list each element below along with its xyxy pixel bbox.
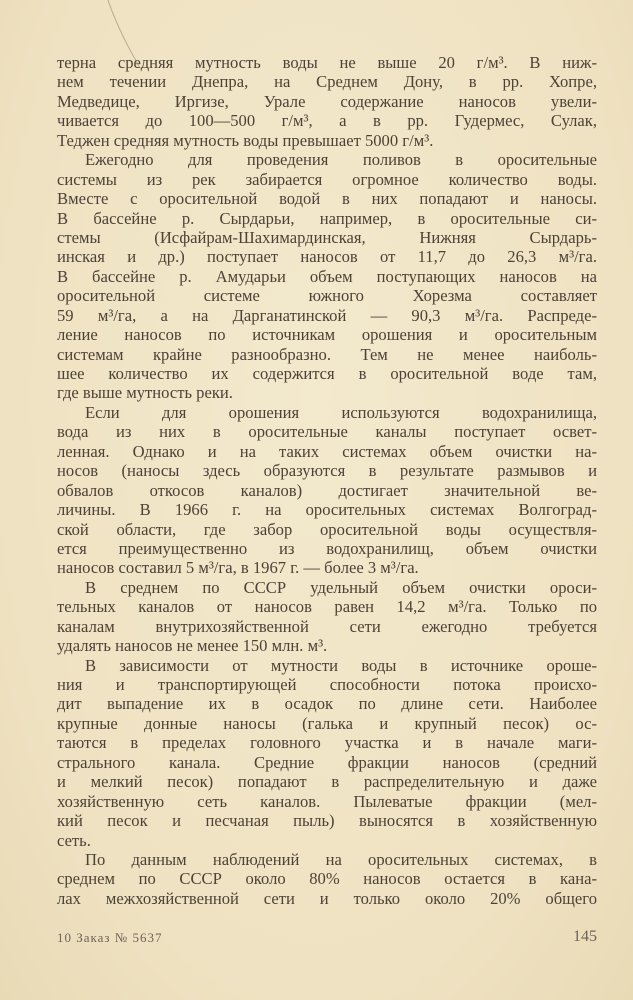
text-line: оросительной системе южного Хорезма составляет bbox=[57, 286, 597, 306]
text-line: ской области, где забор оросительной воды осуществля- bbox=[57, 519, 597, 539]
text-line: В бассейне р. Амударьи объем поступающих наносов на bbox=[57, 266, 597, 286]
body-text bbox=[57, 53, 597, 908]
text-line: Если для орошения используются водохранилища, bbox=[85, 402, 597, 422]
text-line: носов (наносы здесь образуются в результате размывов и bbox=[57, 461, 597, 481]
text-line: ется преимущественно из водохранилищ, объем очистки bbox=[57, 538, 597, 558]
text-line: кий песок и песчаная пыль) выносятся в хозяйственную bbox=[57, 811, 597, 831]
page-footer bbox=[57, 928, 597, 948]
text-line: системам крайне разнообразно. Тем не менее наиболь- bbox=[57, 344, 597, 364]
text-line: обвалов откосов каналов) достигает значительной ве- bbox=[57, 480, 597, 500]
text-line: инская и др.) поступает наносов от 11,7 до 26,3 м³/га. bbox=[57, 247, 597, 267]
text-line: Теджен средняя мутность воды превышает 5000 г/м³. bbox=[57, 130, 434, 150]
text-line: ния и транспортирующей способности потока происхо- bbox=[57, 675, 597, 694]
text-line: чивается до 100—500 г/м³, а в рр. Гудермес, Сулак, bbox=[57, 111, 597, 131]
text-line: среднем по СССР около 80% наносов остается в кана- bbox=[57, 869, 597, 889]
text-line: В зависимости от мутности воды в источнике ороше- bbox=[85, 655, 597, 675]
text-line: хозяйственную сеть каналов. Пылеватые фракции (мел- bbox=[57, 791, 597, 811]
text-line: где выше мутность реки. bbox=[57, 383, 233, 403]
text-line: личины. В 1966 г. на оросительных системах Волгоград- bbox=[57, 500, 597, 520]
text-line: системы из рек забирается огромное количество воды. bbox=[57, 169, 597, 189]
text-line: вода из них в оросительные каналы поступает освет- bbox=[57, 422, 597, 442]
text-line: крупные донные наносы (галька и крупный песок) ос- bbox=[57, 713, 597, 733]
text-line: сеть. bbox=[57, 830, 91, 850]
text-line: дит выпадение их в осадок по длине сети. Наиболее bbox=[57, 694, 597, 714]
text-line: нем течении Днепра, на Среднем Дону, в рр. Хопре, bbox=[57, 72, 597, 92]
text-line: Ежегодно для проведения поливов в оросительные bbox=[85, 150, 597, 170]
page-number: 145 bbox=[573, 928, 597, 945]
text-line: По данным наблюдений на оросительных системах, в bbox=[85, 849, 597, 869]
text-line: В бассейне р. Сырдарьи, например, в оросительные си- bbox=[57, 208, 597, 228]
text-line: ленная. Однако и на таких системах объем очистки на- bbox=[57, 441, 597, 461]
text-line: удалять наносов не менее 150 млн. м³. bbox=[57, 636, 328, 656]
text-line: 59 м³/га, а на Дарганатинской — 90,3 м³/га. Распреде- bbox=[57, 305, 597, 325]
text-line: Вместе с оросительной водой в них попадают и наносы. bbox=[57, 189, 597, 209]
text-line: стемы (Исфайрам-Шахимардинская, Нижняя Сырдарь- bbox=[57, 227, 597, 247]
text-line: В среднем по СССР удельный объем очистки ороси- bbox=[85, 577, 597, 597]
text-line: тельных каналов от наносов равен 14,2 м³/га. Только по bbox=[57, 597, 597, 617]
text-line: стрального канала. Средние фракции наносов (средний bbox=[57, 752, 597, 772]
text-line: наносов составил 5 м³/га, в 1967 г. — более 3 м³/га. bbox=[57, 558, 419, 578]
text-line: и мелкий песок) попадают в распределительную и даже bbox=[57, 772, 597, 792]
text-line: терна средняя мутность воды не выше 20 г/м³. В ниж- bbox=[57, 53, 597, 72]
text-line: Медведице, Иргизе, Урале содержание наносов увели- bbox=[57, 91, 597, 111]
printer-signature: 10 Заказ № 5637 bbox=[57, 930, 163, 945]
text-line: каналам внутрихозяйственной сети ежегодно требуется bbox=[57, 616, 597, 636]
text-line: лах межхозяйственной сети и только около 20% общего bbox=[57, 888, 597, 908]
text-line: ление наносов по источникам орошения и оросительным bbox=[57, 325, 597, 345]
text-line: шее количество их содержится в оросительной воде там, bbox=[57, 364, 597, 383]
text-line: таются в пределах головного участка и в начале маги- bbox=[57, 733, 597, 753]
